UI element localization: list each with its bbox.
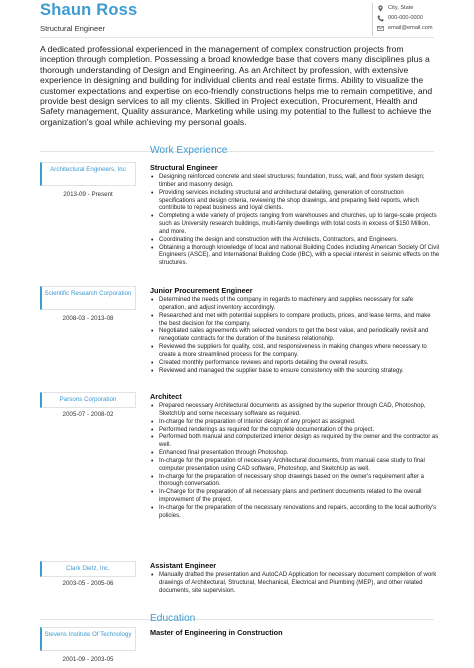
education-divider (40, 619, 434, 620)
job-dates: 2008-03 - 2013-08 (62, 315, 114, 322)
job-bullet: • In-charge for the preparation of interior design of any project as assigned. (150, 419, 440, 427)
location-text: City, State (388, 5, 414, 11)
job-bullet: • Obtaining a thorough knowledge of local and national Building Codes including American Society Of Civil Engineers (ASCE), and International Building Code (IBC), with a special interest in seismic effects on the structures. (150, 245, 440, 269)
candidate-role: Structural Engineer (40, 24, 106, 33)
job-bullet: • Negotiated sales agreements with selected vendors to get the best value, and periodically revisit and renegotiate contracts for the duration of the business relationship. (150, 328, 440, 344)
job-entry (150, 392, 440, 521)
job-bullet: • Created monthly performance reviews and reports detailing the overall results. (150, 360, 440, 368)
job-bullet: • In-Charge for the preparation of all necessary plans and pertinent documents related to the overall improvement of the project. (150, 489, 440, 505)
job-title: Junior Procurement Engineer (150, 286, 253, 295)
job-dates: 2003-05 - 2005-06 (62, 580, 114, 587)
job-bullet: • Manually drafted the presentation and AutoCAD Application for necessary document completion of work drawings of Architectural, Structural, Mechanical, Electrical and Plumbing (MEP), and other related documents, site supervision. (150, 572, 440, 596)
company-name: Parsons Corporation (59, 396, 117, 403)
job-bullet: • Enhanced final presentation through Photoshop. (150, 450, 440, 458)
contact-email[interactable] (377, 23, 433, 33)
header-divider (40, 37, 434, 38)
education-entry (150, 628, 440, 639)
candidate-name: Shaun Ross (40, 1, 138, 19)
job-entry (150, 286, 440, 375)
job-bullet: • Reviewed and managed the supplier base to ensure consistency with the sourcing strategy. (150, 368, 440, 376)
job-bullet: • In-charge for the preparation of necessary shop drawings based on the owner's requirement after a thorough conversation. (150, 474, 440, 490)
company-name: Scientific Research Corporation (44, 290, 132, 297)
job-title: Structural Engineer (150, 163, 218, 172)
job-dates: 2005-07 - 2008-02 (62, 411, 114, 418)
phone-icon (377, 15, 384, 22)
job-bullet: • Performed renderings as required for the complete documentation of the project. (150, 427, 440, 435)
job-title: Assistant Engineer (150, 561, 217, 570)
job-bullet: • Providing services including structural and architectural detailing, generation of construction specifications and design criteria, reviewing the shop drawings, and preparing field reports, which contribute to repeat business and loyal clients. (150, 190, 440, 214)
job-bullet: • Researched and met with potential suppliers to compare products, prices, and lease terms, and make the best decision for the company. (150, 313, 440, 329)
job-bullet: • In-charge for the preparation of necessary Architectural documents, from manual case study to final computer presentation using CAD software, Photoshop, and SketchUp as well. (150, 458, 440, 474)
job-title: Architect (150, 392, 182, 401)
job-bullet: • Prepared necessary Architectural documents as assigned by the superior through CAD, Photoshop, SketchUp and some necessary software as required. (150, 403, 440, 419)
contact-block (372, 3, 433, 36)
email-icon (377, 25, 384, 32)
education-heading: Education (150, 613, 196, 624)
phone-text: 000-000-0000 (388, 15, 423, 21)
degree-title: Master of Engineering in Construction (150, 628, 283, 637)
job-bullet: • In-charge for the preparation of the necessary renovations and repairs, according to the local authority's policies. (150, 505, 440, 521)
job-bullet: • Completing a wide variety of projects ranging from warehouses and churches, up to large-scale projects such as University research buildings, multi-family dwellings with total costs in excess of $150 Million, and more. (150, 213, 440, 237)
resume-header (0, 0, 474, 40)
company-name: Architectural Engineers, Inc (50, 166, 126, 173)
contact-phone (377, 13, 433, 23)
job-bullets (150, 572, 440, 596)
job-bullet: • Reviewed the suppliers for quality, cost, and responsiveness in making changes where necessary to create a more streamlined process for the company. (150, 344, 440, 360)
education-dates: 2001-09 - 2003-05 (62, 656, 114, 663)
school-name: Stevens Institute Of Technology (44, 631, 132, 638)
contact-location (377, 3, 433, 13)
job-entry (150, 561, 440, 596)
summary-paragraph: A dedicated professional experienced in the management of complex construction projects from inception through completion. Possessing a broad knowledge base that covers many disciplines plus a thorough understanding of Design and Engineering. As an Architect by profession, with extensive experience in designing and building for individual clients and real estate firms. Ability to visualize the customer expectations and expertise on eco-friendly constructions helps me to remain competitive, and provide best design services to all my clients. Skilled in Project execution, Procurement, Health and Safety management, Quality assurance, Marketing while using my potential to the fullest to achieve the organization's goal while achieving my personal goals. (40, 44, 433, 127)
job-bullet: • Coordinating the design and construction with the Architects, Contractors, and Engineers. (150, 237, 440, 245)
work-experience-heading: Work Experience (150, 145, 228, 156)
email-text[interactable]: email@email.com (388, 25, 433, 31)
job-bullet: • Performed both manual and computerized interior design as required by the owner and the contractor as well. (150, 434, 440, 450)
job-entry (150, 163, 440, 268)
job-bullets (150, 403, 440, 521)
work-experience-divider (40, 151, 434, 152)
company-name: Clark Dietz, Inc. (66, 565, 110, 572)
job-bullet: • Designing reinforced concrete and steel structures; foundation, truss, wall, and floor system design; timber and masonry design. (150, 174, 440, 190)
location-pin-icon (377, 5, 384, 12)
job-bullet: • Determined the needs of the company in regards to machinery and supplies necessary for safe operation, and adjust inventory accordingly. (150, 297, 440, 313)
job-dates: 2013-09 - Present (63, 191, 113, 198)
job-bullets (150, 174, 440, 268)
job-bullets (150, 297, 440, 375)
